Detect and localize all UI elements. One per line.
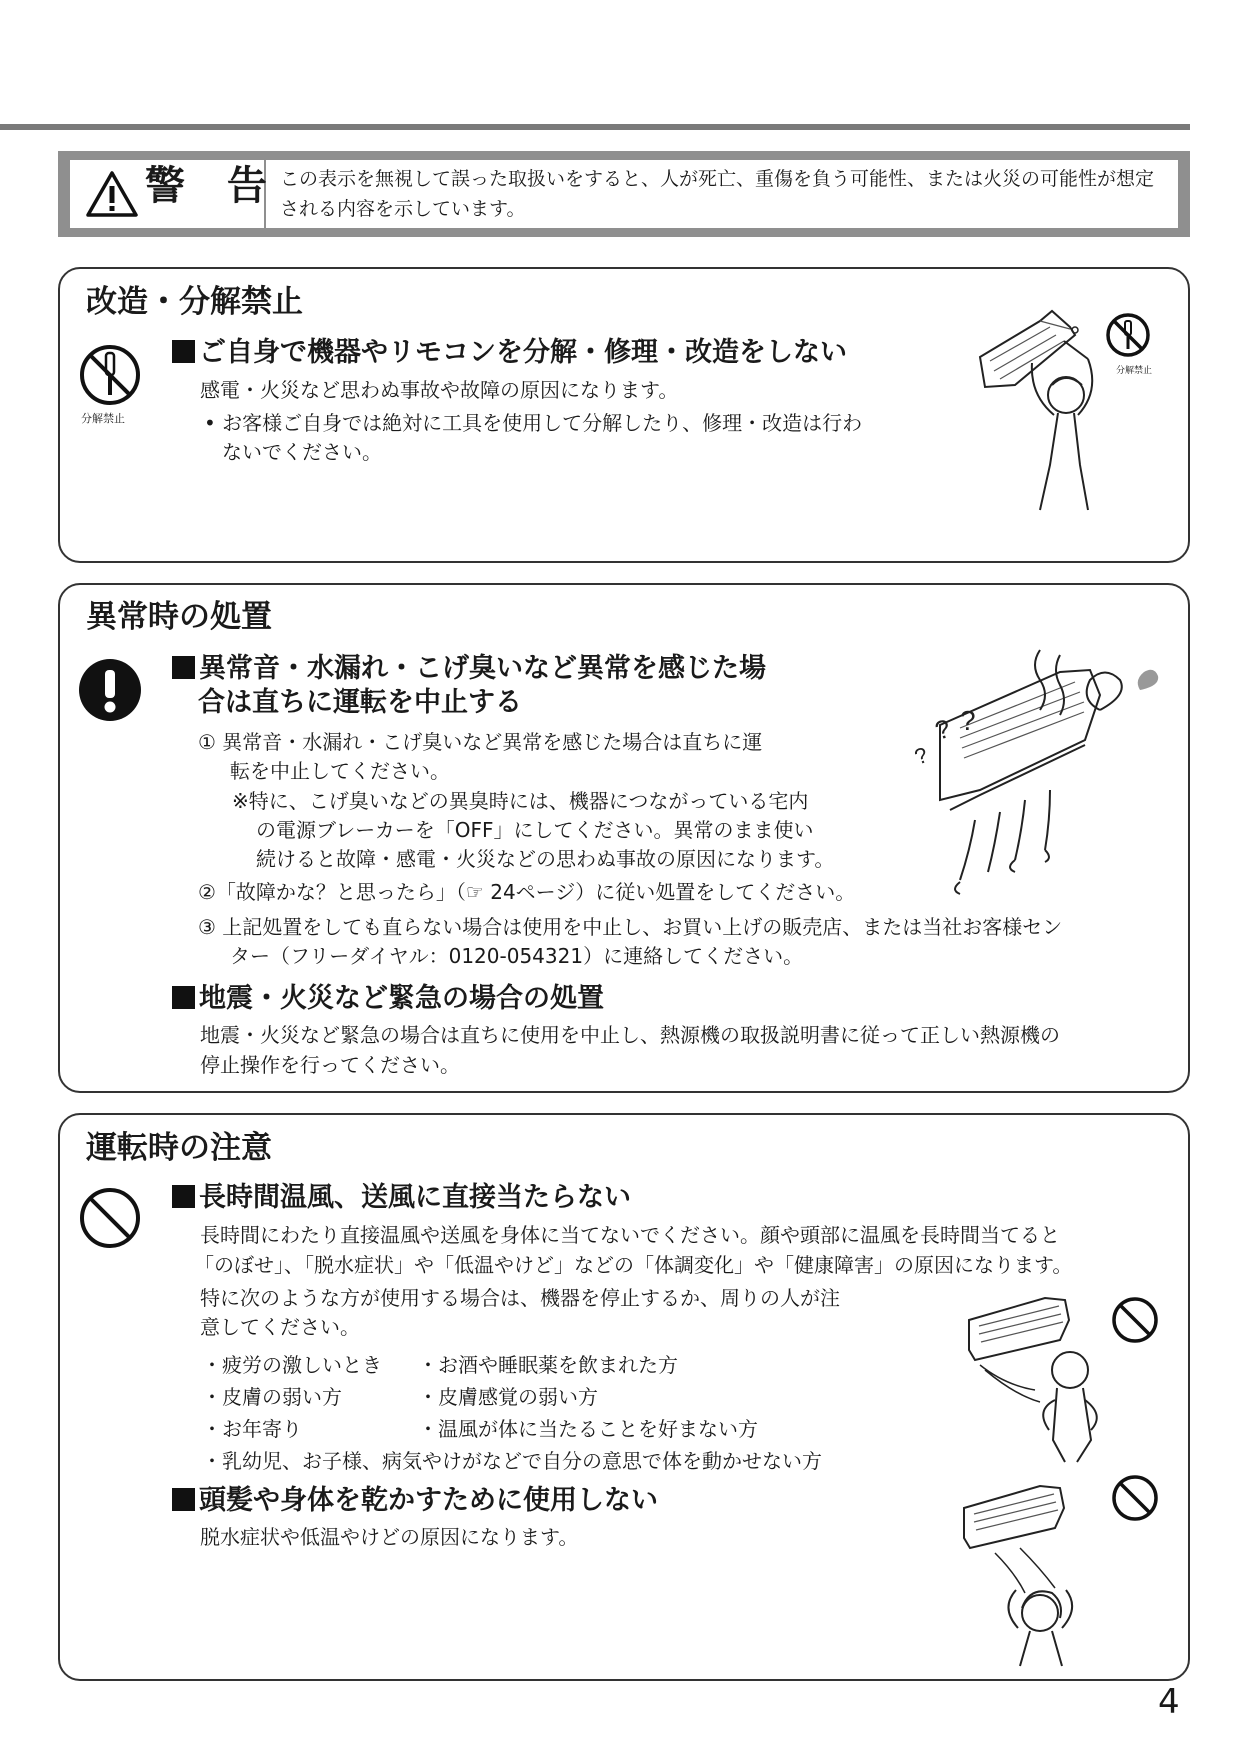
heading-square-bullet (172, 1185, 195, 1208)
hair-drying-prohibited-illustration (960, 1478, 1165, 1668)
section3-heading2-text: 頭髪や身体を乾かすために使用しない (199, 1485, 658, 1516)
section3-list-item: ・皮膚の弱い方 (202, 1385, 342, 1409)
section2-text2-line2: 停止操作を行ってください。 (200, 1053, 460, 1077)
section2-text2-line1: 地震・火災など緊急の場合は直ちに使用を中止し、熱源機の取扱説明書に従って正しい熱源機の (200, 1023, 1060, 1047)
heading-square-bullet (172, 1488, 195, 1511)
section3-list-item: ・温風が体に当たることを好まない方 (418, 1417, 758, 1441)
section2-note-line3: 続けると故障・感電・火災などの思わぬ事故の原因になります。 (256, 847, 835, 871)
section3-text2-line1: 特に次のような方が使用する場合は、機器を停止するか、周りの人が注 (200, 1286, 840, 1310)
section3-list-item: ・疲労の激しいとき (202, 1353, 382, 1377)
section3-text3: 脱水症状や低温やけどの原因になります。 (200, 1525, 579, 1549)
section1-bullet-line1: • お客様ご自身では絶対に工具を使用して分解したり、修理・改造は行わ (204, 411, 863, 435)
question-mark-glyph: ? (911, 742, 932, 770)
top-rule (0, 124, 1190, 130)
warning-description: この表示を無視して誤った取扱いをすると、人が死亡、重傷を負う可能性、または火災の可能性が想定される内容を示しています。 (280, 168, 1155, 220)
question-mark-glyph: ? (931, 713, 954, 746)
heading-square-bullet (172, 986, 195, 1009)
section3-heading1 (172, 1181, 631, 1215)
illustration-prohibited-label: 分解禁止 (1116, 365, 1153, 375)
section2-item1-line2: 転を中止してください。 (230, 759, 450, 783)
section2-note-line2: の電源ブレーカーを「OFF」にしてください。異常のまま使い (256, 818, 814, 842)
mandatory-exclamation-icon (78, 658, 142, 722)
warning-triangle-icon (86, 170, 138, 218)
section2-heading2 (172, 982, 604, 1016)
section3-title: 運転時の注意 (86, 1130, 272, 1166)
disassembly-prohibited-label: 分解禁止 (81, 412, 125, 425)
section1-bullet-line2: ないでください。 (222, 440, 382, 464)
question-mark-glyph: ? (960, 705, 976, 736)
prohibited-icon (78, 1186, 142, 1250)
heading-square-bullet (172, 340, 195, 363)
section1-heading (172, 336, 847, 370)
section2-note-line1: ※特に、こげ臭いなどの異臭時には、機器につながっている宅内 (232, 789, 809, 813)
section2-heading-line2: 合は直ちに運転を中止する (198, 687, 522, 718)
section3-list-item: ・お酒や睡眠薬を飲まれた方 (418, 1353, 678, 1377)
section2-title: 異常時の処置 (86, 599, 272, 635)
section3-list-item: ・皮膚感覚の弱い方 (418, 1385, 598, 1409)
section1-heading-text: ご自身で機器やリモコンを分解・修理・改造をしない (199, 337, 847, 368)
person-disassembling-ac-illustration (970, 305, 1170, 530)
malfunctioning-ac-illustration (900, 650, 1170, 900)
warm-air-on-elderly-illustration (965, 1290, 1165, 1470)
section2-heading2-text: 地震・火災など緊急の場合の処置 (199, 983, 604, 1014)
section2-item3-line2: ター（フリーダイヤル：0120-054321）に連絡してください。 (230, 944, 804, 968)
section1-title: 改造・分解禁止 (86, 284, 303, 320)
section2-item1-line1: ① 異常音・水漏れ・こげ臭いなど異常を感じた場合は直ちに運 (198, 730, 763, 754)
section3-heading2 (172, 1484, 658, 1518)
section3-heading1-text: 長時間温風、送風に直接当たらない (199, 1182, 631, 1213)
section2-item2: ②「故障かな？と思ったら」（☞ 24ページ）に従い処置をしてください。 (198, 880, 856, 904)
section3-text1-line2: 「のぼせ」、「脱水症状」や「低温やけど」などの「体調変化」や「健康障害」の原因になります。 (194, 1253, 1073, 1277)
page-number: 4 (1158, 1682, 1180, 1722)
section2-item3-line1: ③ 上記処置をしても直らない場合は使用を中止し、お買い上げの販売店、または当社お客様セン (198, 915, 1063, 939)
warning-title: 警 告 (145, 163, 281, 209)
section3-list-item: ・お年寄り (202, 1417, 302, 1441)
section3-list-item: ・乳幼児、お子様、病気やけがなどで自分の意思で体を動かせない方 (202, 1449, 822, 1473)
section1-text: 感電・火災など思わぬ事故や故障の原因になります。 (200, 378, 679, 402)
section3-text1-line1: 長時間にわたり直接温風や送風を身体に当てないでください。顔や頭部に温風を長時間当てると (200, 1223, 1060, 1247)
section3-text2-line2: 意してください。 (200, 1315, 360, 1339)
disassembly-prohibited-icon (78, 343, 142, 407)
section2-heading-line1-text: 異常音・水漏れ・こげ臭いなど異常を感じた場 (199, 653, 766, 684)
section2-heading-line1 (172, 652, 766, 686)
heading-square-bullet (172, 656, 195, 679)
